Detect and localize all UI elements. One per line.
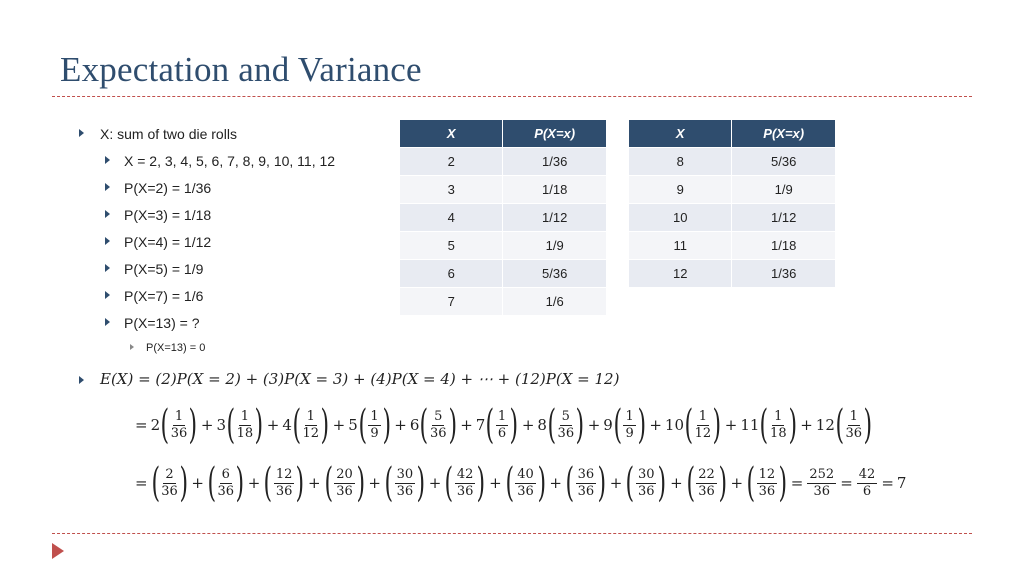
coefficient: 12 (815, 416, 835, 434)
corner-triangle-icon (52, 543, 64, 559)
plus-sign: + (368, 474, 381, 492)
fraction (218, 467, 235, 500)
table-cell-x: 11 (629, 232, 732, 260)
table-row (400, 204, 607, 232)
slide-title: Expectation and Variance (60, 50, 422, 89)
coefficient: 8 (537, 416, 547, 434)
fraction-numerator: 42 (858, 466, 876, 482)
parenthesis: ) (320, 402, 330, 448)
plus-sign: + (394, 416, 407, 434)
fraction (171, 409, 188, 442)
fraction (857, 467, 878, 500)
fraction-numerator: 1 (370, 408, 379, 424)
table-header-x: X (629, 120, 732, 148)
bullet-arrow-icon (105, 264, 110, 272)
fraction-numerator: 252 (809, 466, 835, 482)
fraction-denominator: 12 (694, 425, 712, 441)
bullet-item (124, 153, 335, 169)
fraction (695, 409, 712, 442)
parenthesis: ( (746, 460, 756, 506)
parenthesis: ) (637, 402, 646, 448)
bullet-item (124, 315, 200, 331)
table-cell-prob: 1/18 (503, 176, 607, 204)
bullet-text: P(X=7) = 1/6 (124, 288, 204, 304)
parenthesis: ( (625, 460, 635, 506)
parenthesis: ( (565, 460, 575, 506)
table-cell-prob: 1/36 (503, 148, 607, 176)
fraction-numerator: 20 (336, 466, 353, 482)
plus-sign: + (200, 416, 214, 434)
fraction-denominator: 6 (497, 425, 507, 441)
parenthesis: ) (356, 460, 365, 506)
bullet-text: P(X=5) = 1/9 (124, 261, 204, 277)
table-row (629, 232, 836, 260)
parenthesis: ) (235, 460, 245, 506)
bullet-item (124, 261, 203, 277)
table-cell-prob: 5/36 (732, 148, 836, 176)
bullet-text: P(X=13) = 0 (146, 342, 206, 354)
bullet-text: P(X=3) = 1/18 (124, 207, 212, 223)
parenthesis: ( (324, 460, 333, 506)
fraction (161, 467, 178, 500)
fraction-denominator: 36 (396, 483, 414, 499)
fraction-denominator: 12 (302, 425, 320, 441)
bullet-item (124, 207, 211, 223)
parenthesis: ( (419, 402, 429, 448)
parenthesis: ( (444, 460, 454, 506)
fraction (334, 467, 355, 500)
bullet-arrow-icon (105, 318, 110, 326)
bullet-item (124, 234, 211, 250)
table-cell-x: 2 (400, 148, 503, 176)
fraction-denominator: 36 (577, 483, 595, 499)
parenthesis: ) (863, 402, 873, 448)
bullet-arrow-icon (130, 344, 134, 350)
bullet-text: P(X=13) = ? (124, 315, 200, 331)
plus-sign: + (308, 474, 321, 492)
parenthesis: ( (684, 402, 694, 448)
fraction (274, 467, 295, 500)
plus-sign: + (587, 416, 601, 434)
table-row (629, 260, 836, 288)
fraction (757, 467, 778, 500)
parenthesis: ( (160, 402, 170, 448)
bullet-arrow-icon (79, 129, 84, 137)
fraction-denominator: 36 (336, 483, 353, 499)
bullet-text: P(X=2) = 1/36 (124, 180, 212, 196)
parenthesis: ) (509, 402, 519, 448)
table-cell-x: 5 (400, 232, 503, 260)
parenthesis: ) (179, 460, 188, 506)
equals-sign: = (135, 474, 148, 492)
table-row (400, 148, 607, 176)
fraction-numerator: 36 (577, 466, 595, 482)
parenthesis: ) (657, 460, 667, 506)
table-cell-x: 8 (629, 148, 732, 176)
expectation-result: 7 (896, 474, 907, 492)
fraction (770, 409, 787, 442)
coefficient: 11 (740, 416, 760, 434)
plus-sign: + (191, 474, 204, 492)
parenthesis: ( (686, 460, 695, 506)
fraction-denominator: 18 (236, 425, 254, 441)
table-header-x: X (400, 120, 503, 148)
table-cell-x: 10 (629, 204, 732, 232)
plus-sign: + (609, 474, 623, 492)
expectation-expansion (132, 402, 873, 448)
fraction (368, 409, 380, 442)
fraction (430, 409, 447, 442)
fraction-denominator: 6 (862, 483, 872, 499)
fraction-numerator: 12 (275, 466, 293, 482)
bullet-arrow-icon (105, 237, 110, 245)
table-cell-prob: 1/18 (732, 232, 836, 260)
plus-sign: + (549, 474, 562, 492)
equals-sign: = (881, 474, 894, 492)
table-row (629, 176, 836, 204)
bullet-item (100, 126, 237, 142)
parenthesis: ) (254, 402, 264, 448)
fraction (696, 467, 717, 500)
fraction-numerator: 1 (174, 408, 184, 424)
fraction (807, 467, 836, 500)
parenthesis: ( (613, 402, 622, 448)
fraction (395, 467, 416, 500)
parenthesis: ( (505, 460, 514, 506)
fraction-denominator: 36 (275, 483, 293, 499)
plus-sign: + (266, 416, 280, 434)
expectation-definition (100, 370, 619, 388)
footer-divider (52, 533, 972, 534)
parenthesis: ) (778, 460, 788, 506)
plus-sign: + (460, 416, 473, 434)
probability-table-left (399, 119, 607, 316)
table-cell-prob: 1/9 (503, 232, 607, 260)
table-cell-x: 4 (400, 204, 503, 232)
fraction-denominator: 36 (217, 483, 235, 499)
fraction (636, 467, 657, 500)
fraction-numerator: 2 (165, 466, 174, 482)
coefficient: 2 (150, 416, 161, 434)
coefficient: 3 (216, 416, 227, 434)
table-header-prob: P(X=x) (732, 120, 836, 148)
parenthesis: ( (835, 402, 844, 448)
table-cell-prob: 1/6 (503, 288, 607, 316)
fraction-denominator: 36 (161, 483, 178, 499)
fraction-denominator: 9 (625, 425, 634, 441)
fraction-denominator: 36 (430, 425, 447, 441)
parenthesis: ( (547, 402, 557, 448)
parenthesis: ) (416, 460, 426, 506)
parenthesis: ) (295, 460, 305, 506)
coefficient: 9 (603, 416, 613, 434)
bullet-arrow-icon (105, 210, 110, 218)
fraction-numerator: 1 (240, 408, 250, 424)
parenthesis: ( (151, 460, 160, 506)
parenthesis: ) (382, 402, 391, 448)
fraction (845, 409, 862, 442)
parenthesis: ) (188, 402, 198, 448)
parenthesis: ( (292, 402, 302, 448)
bullet-arrow-icon (105, 156, 110, 164)
bullet-item (124, 288, 203, 304)
plus-sign: + (730, 474, 744, 492)
parenthesis: ) (712, 402, 722, 448)
parenthesis: ) (718, 460, 727, 506)
plus-sign: + (428, 474, 442, 492)
bullet-arrow-icon (105, 291, 110, 299)
bullet-text: X = 2, 3, 4, 5, 6, 7, 8, 9, 10, 11, 12 (124, 153, 336, 169)
fraction (303, 409, 320, 442)
parenthesis: ( (485, 402, 495, 448)
fraction-numerator: 30 (637, 466, 655, 482)
expectation-formula: E(X) = (2)P(X = 2) + (3)P(X = 3) + (4)P(X = 4) + ⋯ + (12)P(X = 12) (100, 370, 620, 388)
fraction (576, 467, 597, 500)
bullet-text: X: sum of two die rolls (100, 126, 237, 142)
fraction-numerator: 1 (774, 408, 783, 424)
fraction-denominator: 36 (456, 483, 474, 499)
parenthesis: ) (476, 460, 486, 506)
table-cell-prob: 1/12 (732, 204, 836, 232)
fraction-denominator: 36 (557, 425, 575, 441)
coefficient: 4 (282, 416, 292, 434)
fraction-numerator: 22 (698, 466, 715, 482)
table-cell-x: 7 (400, 288, 503, 316)
table-header-prob: P(X=x) (503, 120, 607, 148)
fraction-denominator: 36 (813, 483, 831, 499)
plus-sign: + (247, 474, 261, 492)
fraction-denominator: 36 (698, 483, 715, 499)
table-row (629, 204, 836, 232)
parenthesis: ( (263, 460, 273, 506)
parenthesis: ( (384, 460, 394, 506)
parenthesis: ( (207, 460, 217, 506)
fraction (558, 409, 575, 442)
plus-sign: + (332, 416, 346, 434)
probability-table-right (628, 119, 836, 288)
plus-sign: + (670, 474, 683, 492)
table-row (400, 176, 607, 204)
table-cell-x: 3 (400, 176, 503, 204)
fraction (455, 467, 476, 500)
fraction-denominator: 36 (170, 425, 188, 441)
fraction-denominator: 36 (758, 483, 776, 499)
table-cell-x: 12 (629, 260, 732, 288)
fraction-numerator: 1 (497, 408, 507, 424)
fraction-denominator: 36 (637, 483, 655, 499)
table-row (400, 260, 607, 288)
fraction (496, 409, 508, 442)
parenthesis: ) (597, 460, 607, 506)
plus-sign: + (800, 416, 813, 434)
fraction (237, 409, 254, 442)
coefficient: 5 (348, 416, 358, 434)
fraction-denominator: 36 (517, 483, 534, 499)
equals-sign: = (790, 474, 804, 492)
fraction-numerator: 5 (561, 408, 570, 424)
table-cell-prob: 5/36 (503, 260, 607, 288)
bullet-item (124, 180, 211, 196)
plus-sign: + (521, 416, 535, 434)
coefficient: 10 (664, 416, 684, 434)
expectation-sum (132, 460, 907, 506)
fraction-numerator: 40 (517, 466, 534, 482)
parenthesis: ( (759, 402, 769, 448)
bullet-arrow-icon (105, 183, 110, 191)
fraction-numerator: 6 (221, 466, 230, 482)
bullet-arrow-icon (79, 376, 84, 384)
parenthesis: ) (575, 402, 585, 448)
table-cell-prob: 1/36 (732, 260, 836, 288)
coefficient: 7 (475, 416, 486, 434)
table-row (400, 288, 607, 316)
table-cell-prob: 1/12 (503, 204, 607, 232)
parenthesis: ) (788, 402, 797, 448)
fraction-numerator: 1 (625, 408, 634, 424)
parenthesis: ) (537, 460, 546, 506)
fraction (515, 467, 536, 500)
bullet-text: P(X=4) = 1/12 (124, 234, 212, 250)
plus-sign: + (724, 416, 738, 434)
table-row (629, 148, 836, 176)
fraction-denominator: 9 (370, 425, 379, 441)
fraction (623, 409, 635, 442)
fraction-numerator: 1 (849, 408, 858, 424)
parenthesis: ( (358, 402, 367, 448)
fraction-numerator: 42 (456, 466, 474, 482)
table-row (400, 232, 607, 260)
fraction-numerator: 12 (758, 466, 776, 482)
coefficient: 6 (409, 416, 420, 434)
fraction-numerator: 1 (306, 408, 315, 424)
plus-sign: + (649, 416, 662, 434)
parenthesis: ) (448, 402, 457, 448)
fraction-denominator: 36 (845, 425, 863, 441)
bullet-item (146, 342, 205, 354)
fraction-numerator: 30 (396, 466, 414, 482)
table-cell-x: 6 (400, 260, 503, 288)
plus-sign: + (489, 474, 502, 492)
parenthesis: ( (226, 402, 236, 448)
table-cell-x: 9 (629, 176, 732, 204)
title-divider (52, 96, 972, 97)
table-cell-prob: 1/9 (732, 176, 836, 204)
equals-sign: = (135, 416, 148, 434)
fraction-denominator: 18 (770, 425, 787, 441)
fraction-numerator: 1 (698, 408, 708, 424)
equals-sign: = (840, 474, 853, 492)
fraction-numerator: 5 (434, 408, 443, 424)
